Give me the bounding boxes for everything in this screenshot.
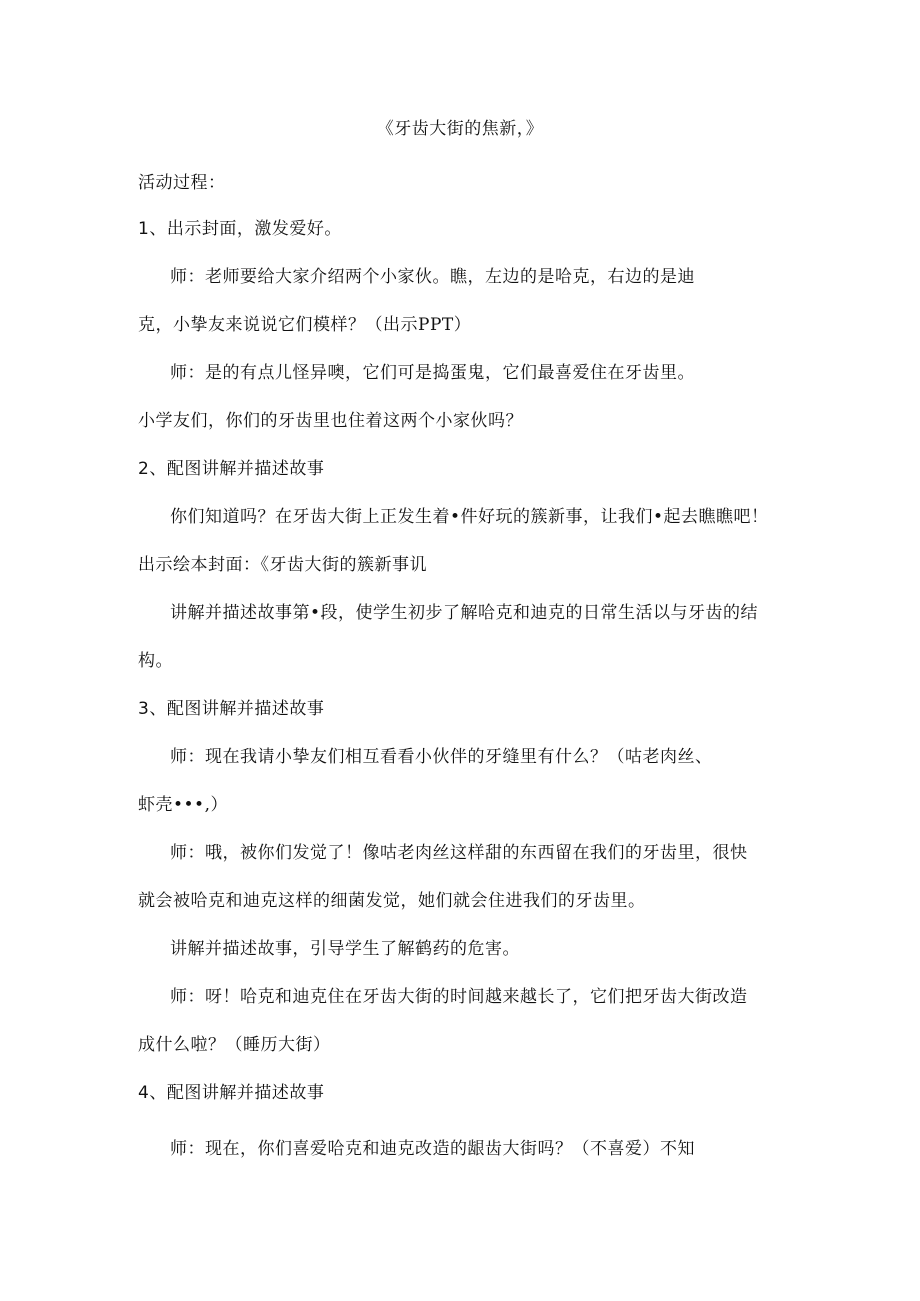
paragraph-line: 师：是的有点儿怪异噢，它们可是捣蛋鬼，它们最喜爱住在牙齿里。 [170, 363, 695, 383]
step-heading-2: 2、配图讲解并描述故事 [138, 459, 325, 479]
step-heading-1: 1、出示封面，激发爱好。 [138, 219, 342, 239]
paragraph-line: 虾壳•••,） [138, 795, 228, 815]
section-label-activity-process: 活动过程： [138, 173, 226, 193]
paragraph-line: 小学友们，你们的牙齿里也住着这两个小家伙吗？ [138, 411, 523, 431]
document-title: 《牙齿大街的焦新，》 [376, 119, 544, 139]
paragraph-line: 成什么啦？（睡历大街） [138, 1035, 331, 1055]
paragraph-line: 讲解并描述故事，引导学生了解鹤药的危害。 [170, 939, 520, 959]
paragraph-line: 师：现在，你们喜爱哈克和迪克改造的龈齿大街吗？（不喜爱）不知 [170, 1139, 695, 1159]
step-heading-3: 3、配图讲解并描述故事 [138, 699, 325, 719]
step-heading-4: 4、配图讲解并描述故事 [138, 1083, 325, 1103]
paragraph-line: 师：现在我请小挚友们相互看看小伙伴的牙缝里有什么？（咕老肉丝、 [170, 747, 713, 767]
paragraph-line: 克，小挚友来说说它们模样？（出示PPT） [138, 315, 472, 335]
paragraph-line: 构。 [138, 651, 173, 671]
paragraph-line: 讲解并描述故事第•段，使学生初步了解哈克和迪克的日常生活以与牙齿的结 [170, 603, 759, 623]
paragraph-line: 师：老师要给大家介绍两个小家伙。瞧，左边的是哈克，右边的是迪 [170, 267, 695, 287]
paragraph-line: 就会被哈克和迪克这样的细菌发觉，她们就会住进我们的牙齿里。 [138, 891, 646, 911]
paragraph-line: 出示绘本封面：《牙齿大街的簇新事讥 [138, 555, 427, 575]
paragraph-line: 师：哦，被你们发觉了！像咕老肉丝这样甜的东西留在我们的牙齿里，很快 [170, 843, 748, 863]
paragraph-line: 你们知道吗？在牙齿大街上正发生着•件好玩的簇新事，让我们•起去瞧瞧吧！ [170, 507, 769, 527]
paragraph-line: 师：呀！哈克和迪克住在牙齿大街的时间越来越长了，它们把牙齿大街改造 [170, 987, 748, 1007]
